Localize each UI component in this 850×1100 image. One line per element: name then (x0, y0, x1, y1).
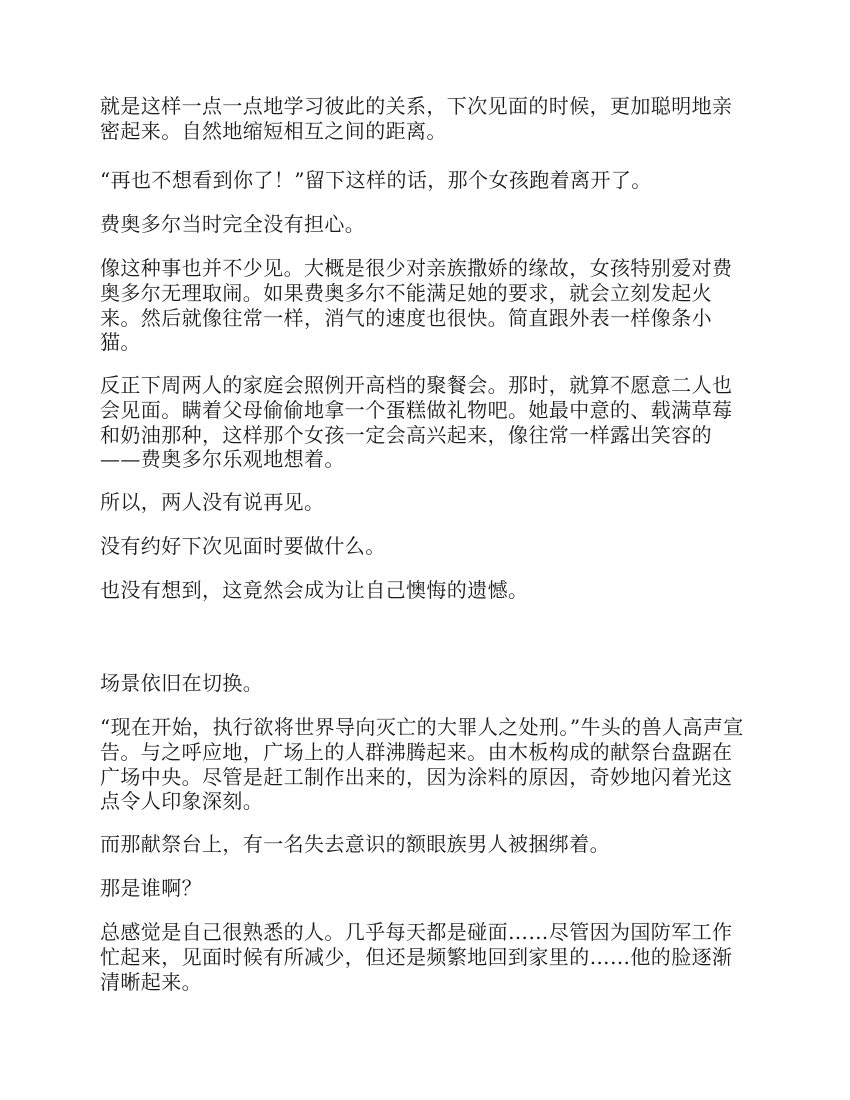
paragraph-3: 费奥多尔当时完全没有担心。 (100, 212, 366, 236)
paragraph-4: 像这种事也并不少见。大概是很少对亲族撒娇的缘故，女孩特别爱对费奥多尔无理取闹。如果费奥多尔不能满足她的要求，就会立刻发起火来。然后就像往常一样，消气的速度也很快。简直跟外表一样像条小猫。 (100, 256, 733, 355)
paragraph-9: 场景依旧在切换。 (100, 671, 264, 695)
paragraph-8: 也没有想到，这竟然会成为让自己懊悔的遗憾。 (100, 578, 529, 602)
paragraph-7: 没有约好下次见面时要做什么。 (100, 534, 386, 558)
paragraph-11: 而那献祭台上，有一名失去意识的额眼族男人被捆绑着。 (100, 832, 610, 856)
paragraph-10: “现在开始，执行欲将世界导向灭亡的大罪人之处刑。”牛头的兽人高声宣告。与之呼应地，广场上的人群沸腾起来。由木板构成的献祭台盘踞在广场中央。尽管是赶工制作出来的，因为涂料的原因，奇妙地闪着光这点令人印象深刻。 (100, 715, 744, 814)
document-page (100, 0, 750, 1100)
paragraph-13: 总感觉是自己很熟悉的人。几乎每天都是碰面……尽管因为国防军工作忙起来，见面时候有所减少，但还是频繁地回到家里的……他的脸逐渐清晰起来。 (100, 920, 733, 994)
paragraph-1: 就是这样一点一点地学习彼此的关系，下次见面的时候，更加聪明地亲密起来。自然地缩短相互之间的距离。 (100, 94, 733, 143)
paragraph-5: 反正下周两人的家庭会照例开高档的聚餐会。那时，就算不愿意二人也会见面。瞒着父母偷偷地拿一个蛋糕做礼物吧。她最中意的、载满草莓和奶油那种，这样那个女孩一定会高兴起来，像往常一样露出笑容的——费奥多尔乐观地想着。 (100, 373, 733, 472)
paragraph-12: 那是谁啊？ (100, 876, 202, 900)
paragraph-6: 所以，两人没有说再见。 (100, 490, 325, 514)
paragraph-2: “再也不想看到你了！”留下这样的话，那个女孩跑着离开了。 (100, 168, 652, 192)
